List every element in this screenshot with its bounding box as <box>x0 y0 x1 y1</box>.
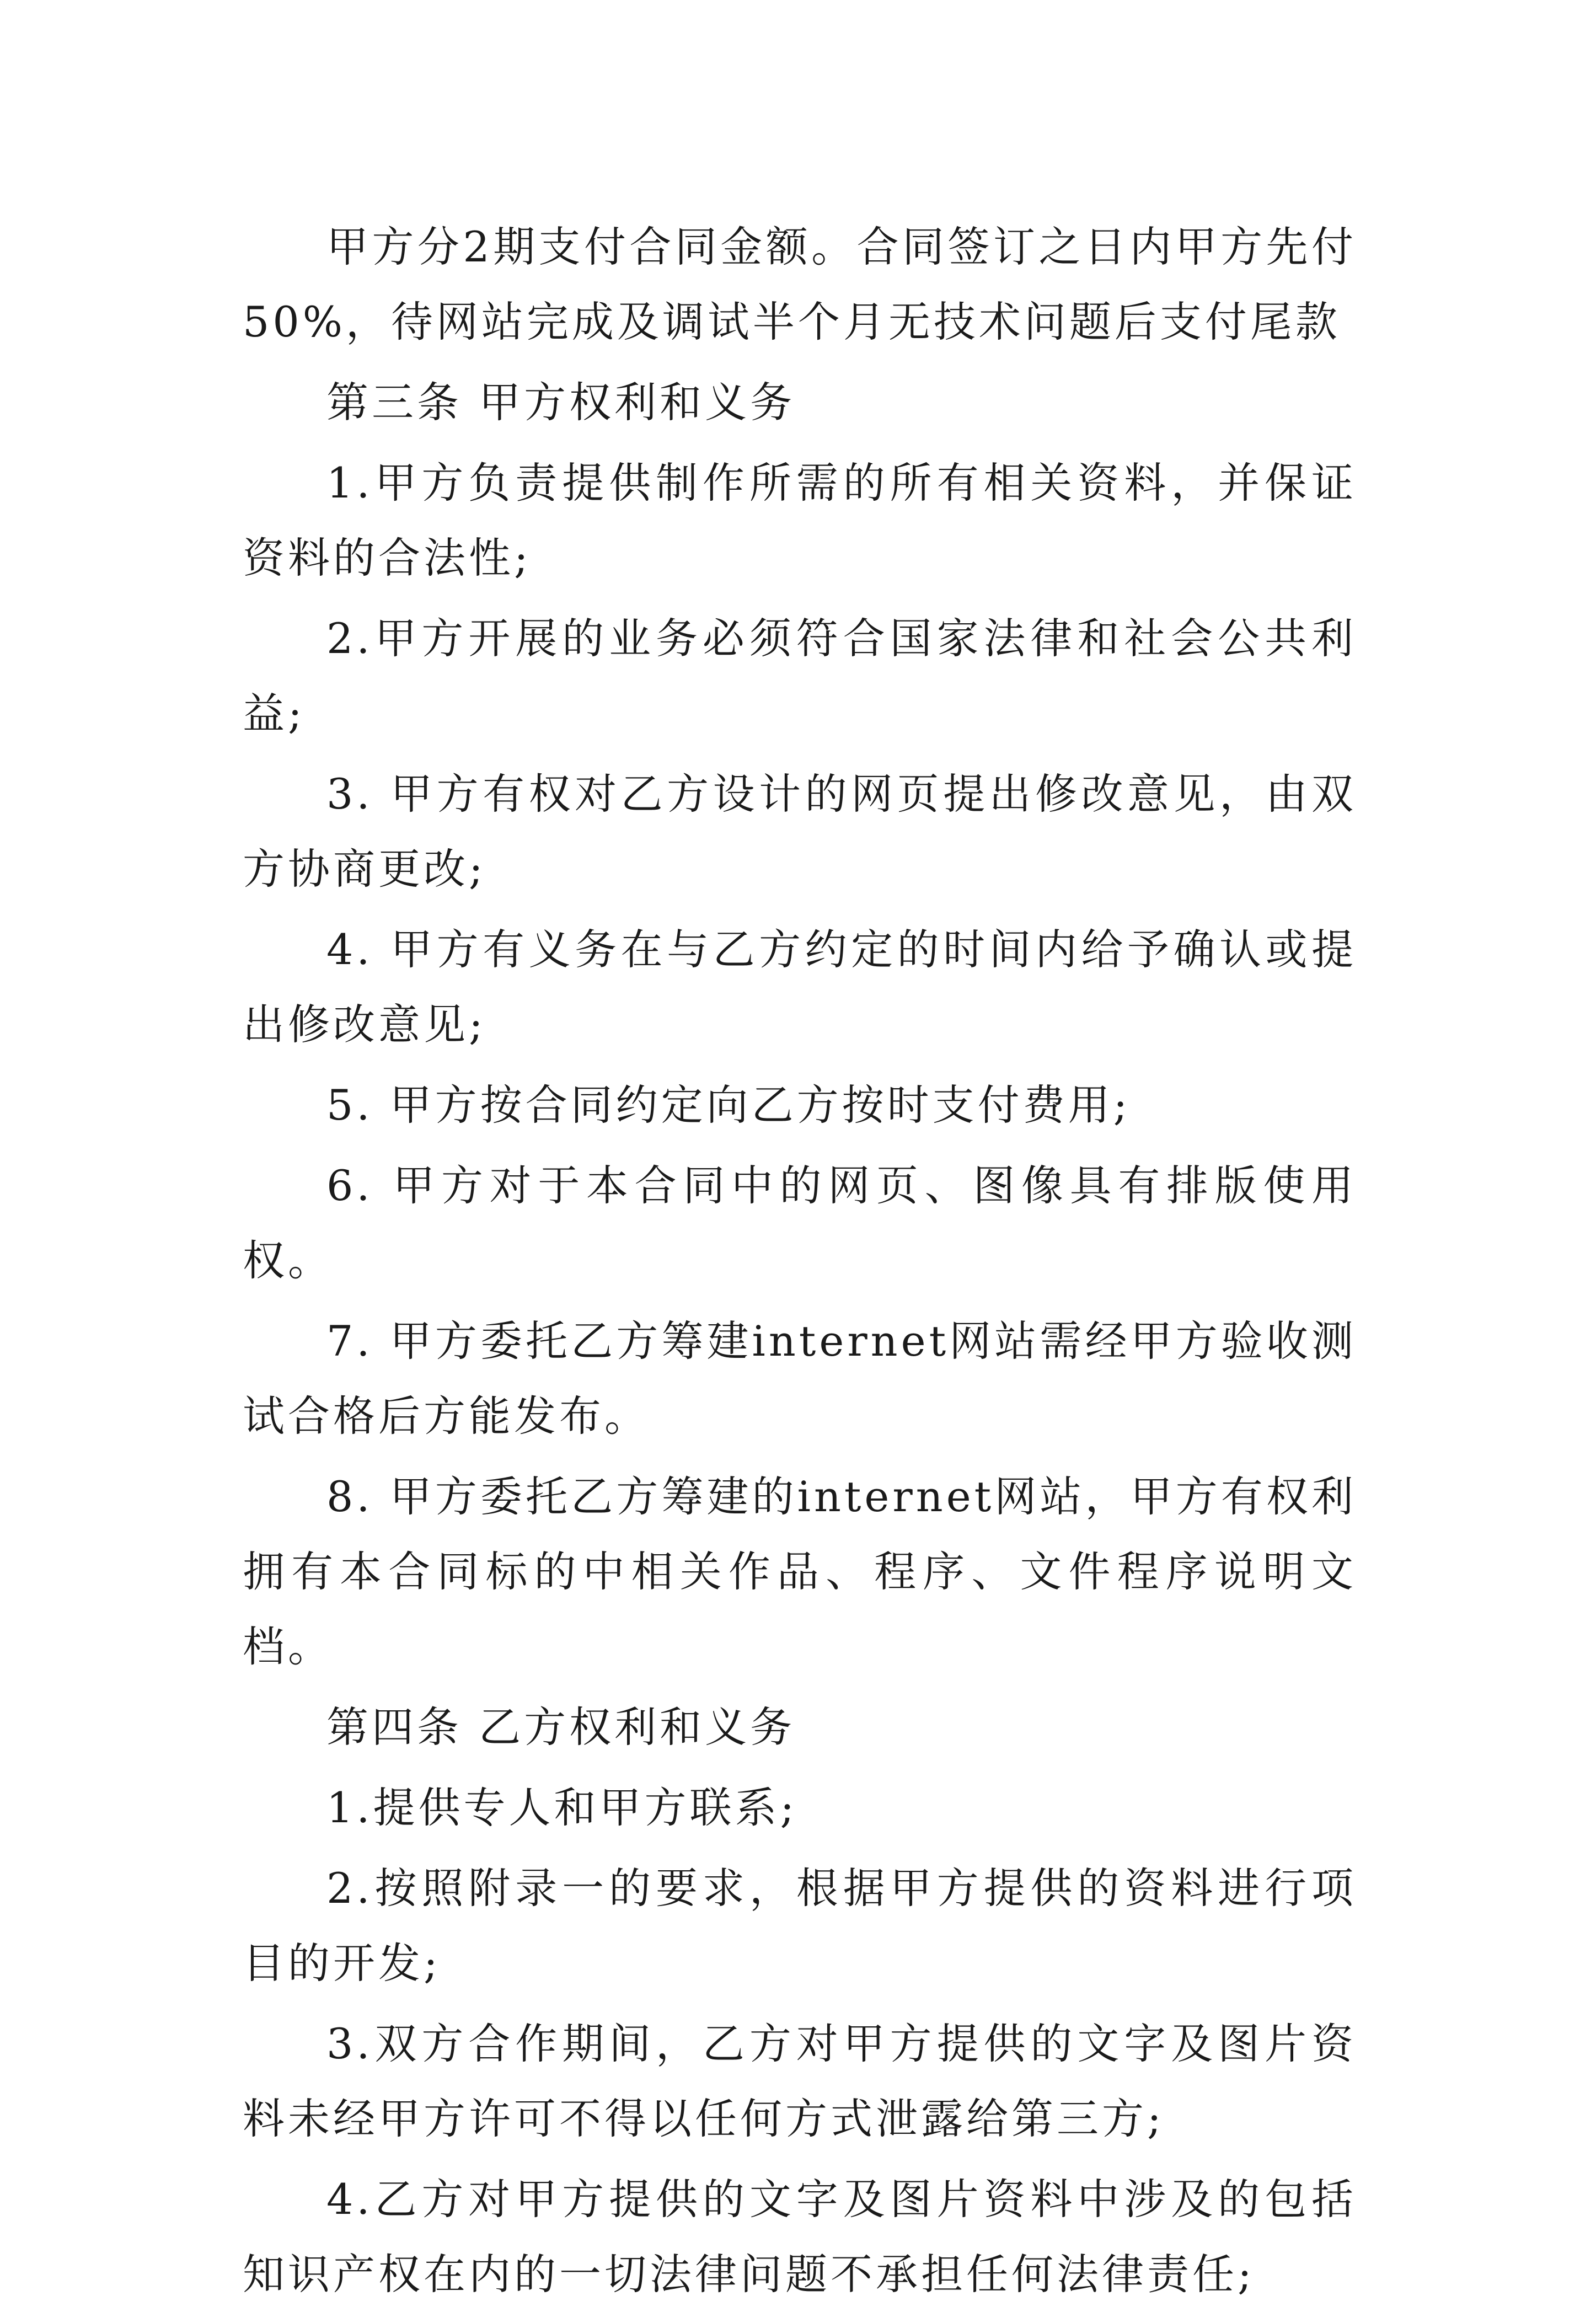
article-4-clause-4: 4.乙方对甲方提供的文字及图片资料中涉及的包括知识产权在内的一切法律问题不承担任何法律责任; <box>243 2175 1357 2299</box>
article-4-clause-2: 2.按照附录一的要求，根据甲方提供的资料进行项目的开发; <box>243 1864 1357 1988</box>
article-4-clause-1: 1.提供专人和甲方联系; <box>326 1783 798 1832</box>
article-4-clause-3: 3.双方合作期间，乙方对甲方提供的文字及图片资料未经甲方许可不得以任何方式泄露给第三方; <box>243 2019 1357 2143</box>
article-3-clause-5: 5. 甲方按合同约定向乙方按时支付费用; <box>326 1080 1131 1130</box>
article-3-heading: 第三条 甲方权利和义务 <box>326 378 796 427</box>
article-3-clause-3: 3. 甲方有权对乙方设计的网页提出修改意见，由双方协商更改; <box>243 769 1357 893</box>
document-page <box>243 210 1357 2312</box>
article-3-clause-1: 1.甲方负责提供制作所需的所有相关资料，并保证资料的合法性; <box>243 458 1357 582</box>
article-3-clause-7: 7. 甲方委托乙方筹建internet网站需经甲方验收测试合格后方能发布。 <box>243 1316 1357 1441</box>
article-4-heading: 第四条 乙方权利和义务 <box>326 1703 796 1752</box>
article-3-clause-4: 4. 甲方有义务在与乙方约定的时间内给予确认或提出修改意见; <box>243 925 1357 1049</box>
payment-terms-paragraph: 甲方分2期支付合同金额。合同签订之日内甲方先付50%，待网站完成及调试半个月无技术问题后支付尾款 <box>243 222 1357 346</box>
article-3-clause-2: 2.甲方开展的业务必须符合国家法律和社会公共利益; <box>243 614 1357 738</box>
article-3-clause-8: 8. 甲方委托乙方筹建的internet网站，甲方有权利拥有本合同标的中相关作品、程序、文件程序说明文档。 <box>243 1472 1357 1671</box>
article-3-clause-6: 6. 甲方对于本合同中的网页、图像具有排版使用权。 <box>243 1161 1357 1285</box>
